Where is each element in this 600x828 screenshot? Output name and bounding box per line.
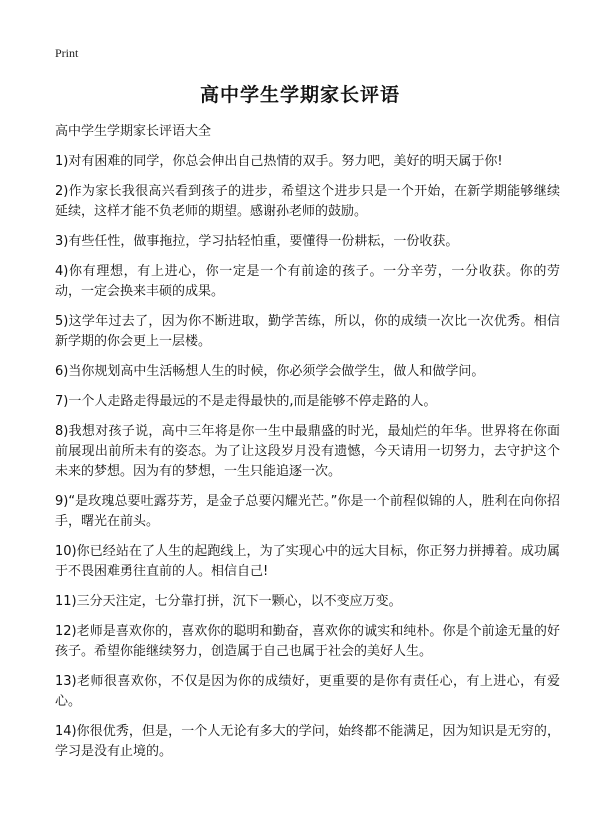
comment-item-10: 10)你已经站在了人生的起跑线上，为了实现心中的远大目标，你正努力拼搏着。成功属于不畏困难勇往直前的人。相信自己! bbox=[55, 544, 560, 579]
comment-item-12: 12)老师是喜欢你的，喜欢你的聪明和勤奋，喜欢你的诚实和纯朴。你是个前途无量的好孩子。希望你能继续努力，创造属于自己也属于社会的美好人生。 bbox=[55, 624, 560, 659]
comment-item-11: 11)三分天注定，七分靠打拼，沉下一颗心，以不变应万变。 bbox=[55, 594, 402, 609]
comment-item-4: 4)你有理想，有上进心，你一定是一个有前途的孩子。一分辛劳，一分收获。你的劳动，一定会换来丰硕的成果。 bbox=[55, 264, 560, 299]
comment-item-13: 13)老师很喜欢你，不仅是因为你的成绩好，更重要的是你有责任心，有上进心，有爱心。 bbox=[55, 674, 560, 709]
comment-item-7: 7)一个人走路走得最远的不是走得最快的,而是能够不停走路的人。 bbox=[55, 394, 437, 409]
comment-item-2: 2)作为家长我很高兴看到孩子的进步，希望这个进步只是一个开始，在新学期能够继续延续，这样才能不负老师的期望。感谢孙老师的鼓励。 bbox=[55, 184, 560, 219]
print-link[interactable]: Print bbox=[55, 46, 79, 60]
page-title: 高中学生学期家长评语 bbox=[199, 84, 400, 106]
comment-item-3: 3)有些任性，做事拖拉，学习拈轻怕重，要懂得一份耕耘，一份收获。 bbox=[55, 234, 459, 249]
comment-item-14: 14)你很优秀，但是，一个人无论有多大的学问，始终都不能满足，因为知识是无穷的，学习是没有止境的。 bbox=[55, 724, 560, 759]
document-body bbox=[55, 122, 560, 772]
comment-item-1: 1)对有困难的同学，你总会伸出自己热情的双手。努力吧，美好的明天属于你! bbox=[55, 154, 503, 169]
comment-item-9: 9)“是玫瑰总要吐露芬芳，是金子总要闪耀光芒。”你是一个前程似锦的人，胜利在向你招手，曙光在前头。 bbox=[55, 494, 560, 529]
comment-item-5: 5)这学年过去了，因为你不断进取，勤学苦练，所以，你的成绩一次比一次优秀。相信新学期的你会更上一层楼。 bbox=[55, 314, 560, 349]
comment-item-6: 6)当你规划高中生活畅想人生的时候，你必须学会做学生，做人和做学问。 bbox=[55, 364, 485, 379]
document-subtitle: 高中学生学期家长评语大全 bbox=[55, 124, 212, 139]
comment-item-8: 8)我想对孩子说，高中三年将是你一生中最鼎盛的时光，最灿烂的年华。世界将在你面前展现出前所未有的姿态。为了让这段岁月没有遗憾，今天请用一切努力，去守护这个未来的梦想。因为有的梦想，一生只能追逐一次。 bbox=[55, 424, 560, 479]
